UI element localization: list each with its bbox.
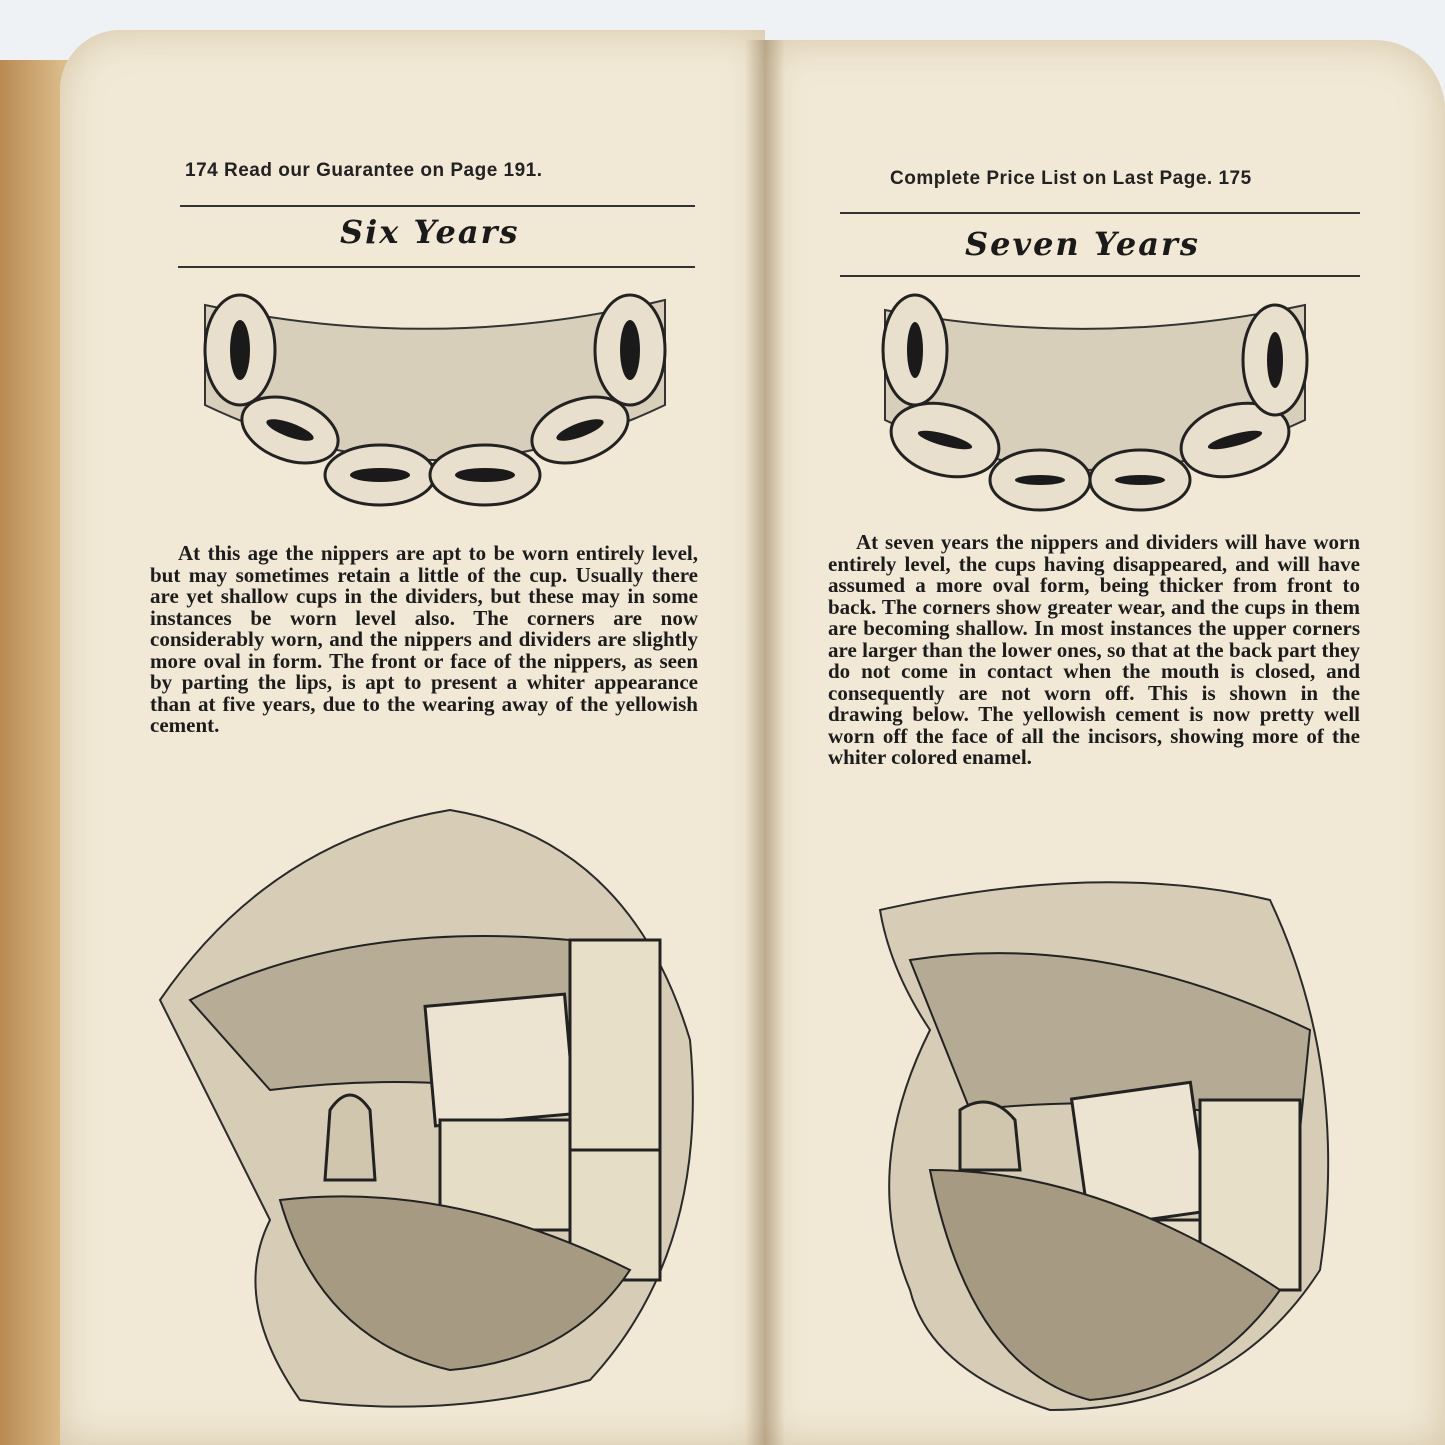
right-title-rule-bottom xyxy=(840,275,1360,277)
right-page-title: Seven Years xyxy=(965,225,1200,263)
left-running-head: 174 Read our Guarantee on Page 191. xyxy=(185,160,543,181)
left-page-body-text: At this age the nippers are apt to be worn entirely level, but may sometimes retain a little of the cup. Usually there are yet shallow cups in the dividers, but these may in some instances be worn level also. The corners are now considerably worn, and the nippers and dividers are slightly more oval in form. The front or face of the nippers, as seen by parting the lips, is apt to present a whiter appearance than at five years, due to the wearing away of the yellowish cement. xyxy=(150,541,698,737)
left-title-rule-top xyxy=(180,205,695,207)
six-years-mouth-side-illustration xyxy=(150,800,710,1420)
seven-years-mouth-side-illustration xyxy=(850,870,1350,1430)
seven-years-teeth-top-illustration xyxy=(875,290,1315,520)
right-page-body-text: At seven years the nippers and dividers will have worn entirely level, the cups having disappeared, and will have assumed a more oval form, being thicker from front to back. The corners show greater wear, and the cups in them are becoming shallow. In most instances the upper corners are larger than the lower ones, so that at the back part they do not come in contact when the mouth is closed, and consequently are not worn off. This is shown in the drawing below. The yellowish cement is now pretty well worn off the face of all the incisors, showing more of the whiter colored enamel. xyxy=(828,530,1360,769)
left-page-title: Six Years xyxy=(340,213,520,251)
left-title-rule-bottom xyxy=(178,266,695,268)
right-running-head: Complete Price List on Last Page. 175 xyxy=(890,168,1252,189)
six-years-teeth-top-illustration xyxy=(195,285,675,520)
right-title-rule-top xyxy=(840,212,1360,214)
page-gutter xyxy=(745,40,785,1445)
